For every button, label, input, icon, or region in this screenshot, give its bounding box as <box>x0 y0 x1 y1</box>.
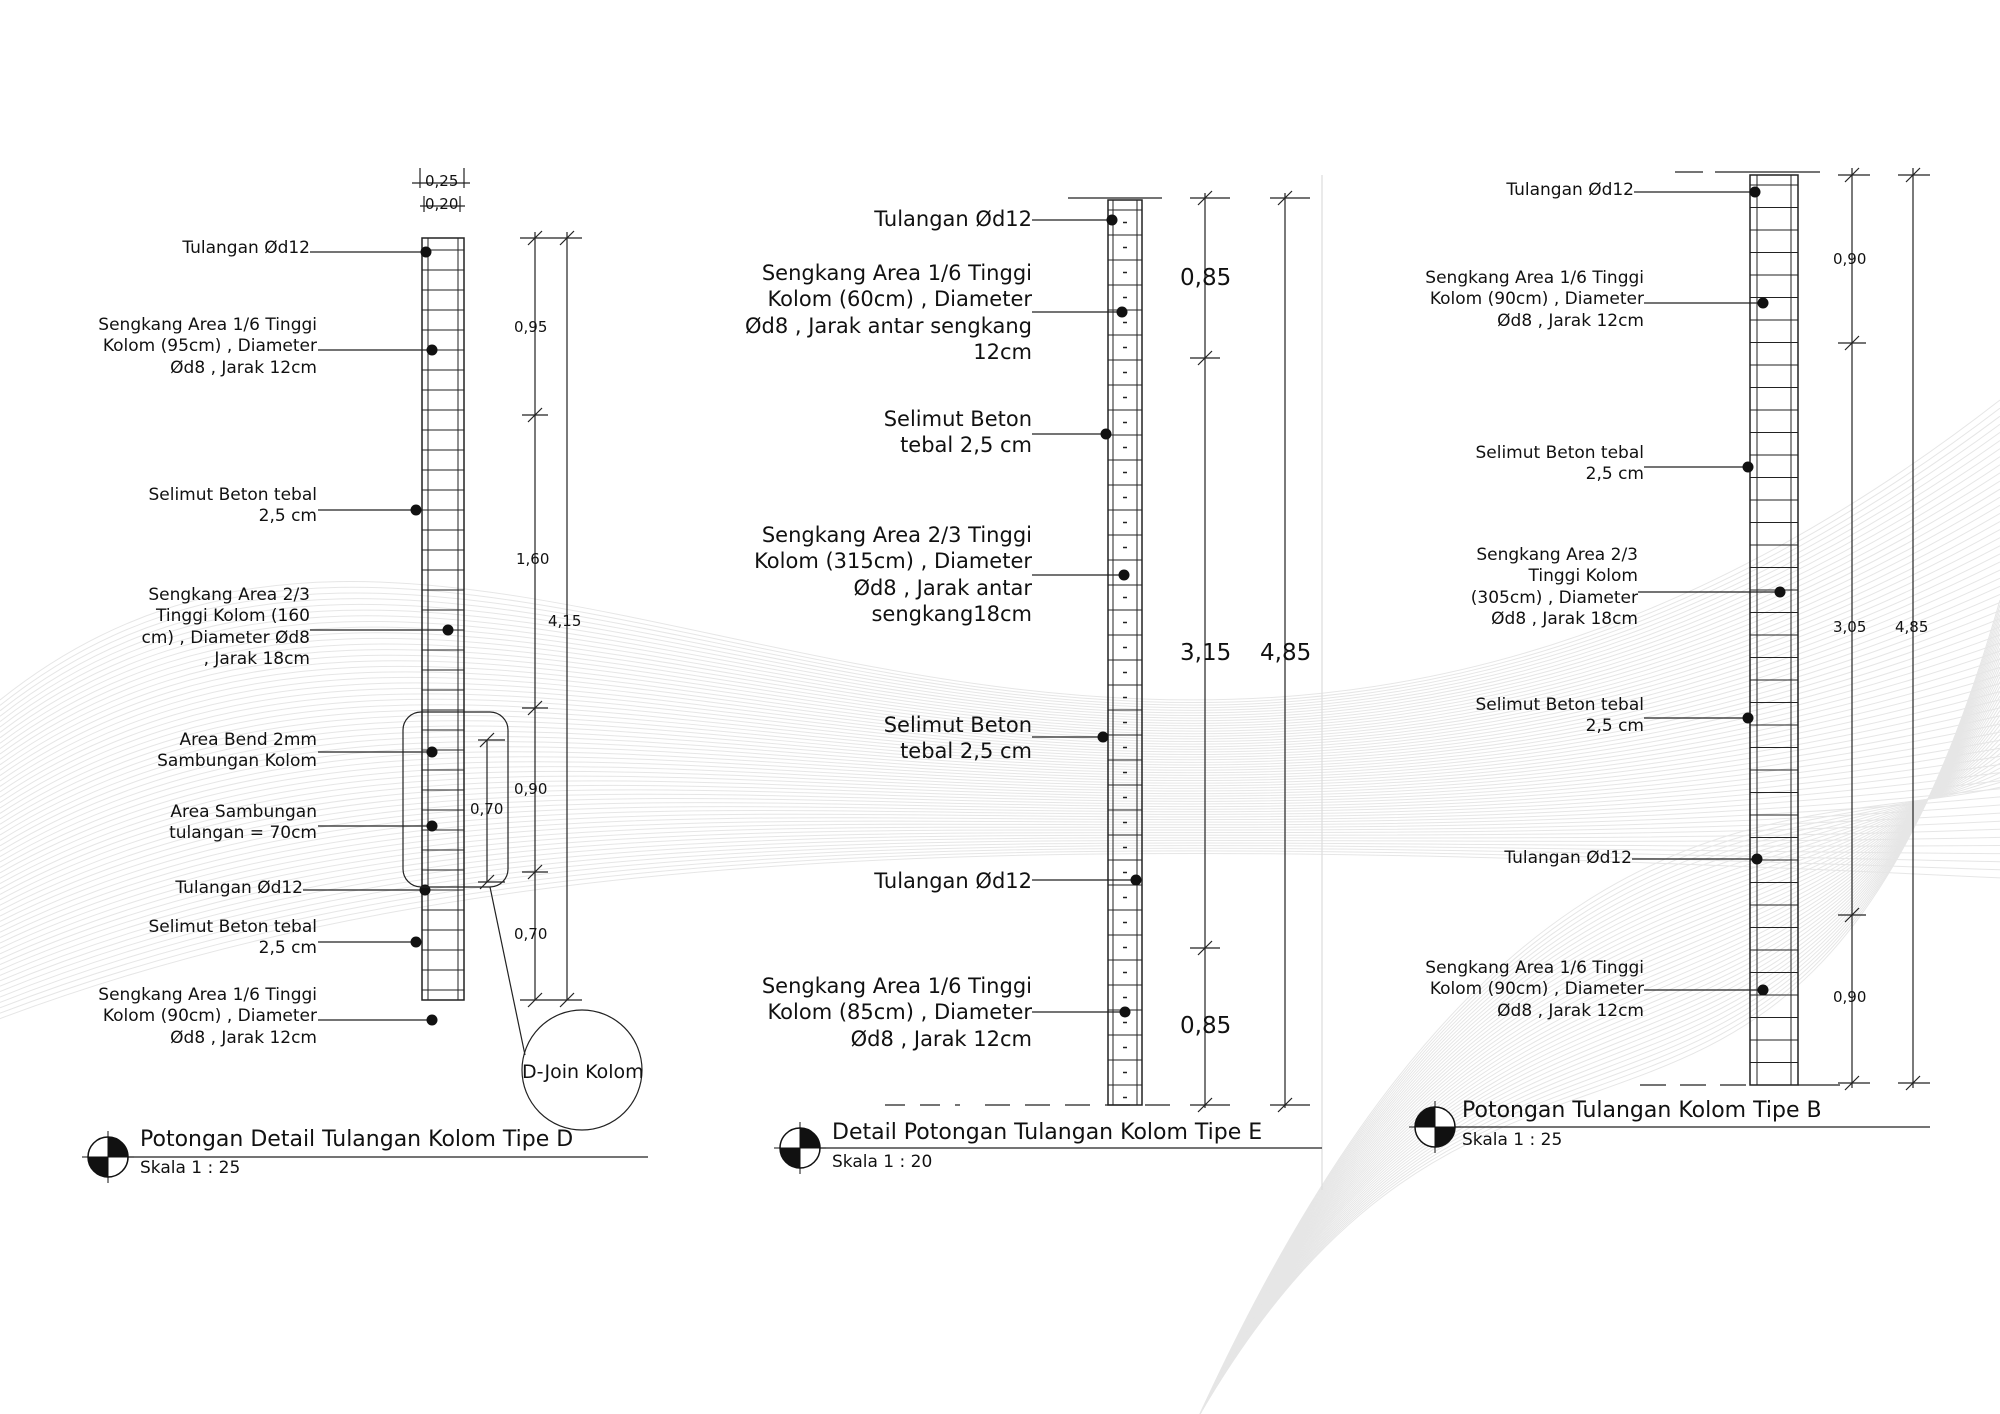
leader-dot <box>1119 570 1130 581</box>
leader-dot <box>1101 429 1112 440</box>
b-scale: Skala 1 : 25 <box>1462 1130 1563 1150</box>
b-label-tulangan-bottom: Tulangan Ød12 <box>1504 848 1632 868</box>
e-dim-315: 3,15 <box>1180 640 1232 666</box>
wave-line <box>1200 667 2000 1414</box>
d-label-selimut-1: Selimut Beton tebal 2,5 cm <box>148 485 317 527</box>
d-label-area-sambungan: Area Sambungan tulangan = 70cm <box>169 802 317 844</box>
e-dim-085-bottom: 0,85 <box>1180 1013 1232 1039</box>
b-label-tulangan-top: Tulangan Ød12 <box>1506 180 1634 200</box>
d-label-sengkang-top: Sengkang Area 1/6 Tinggi Kolom (95cm) , Diameter Ød8 , Jarak 12cm <box>98 315 317 378</box>
d-label-sengkang-bottom: Sengkang Area 1/6 Tinggi Kolom (90cm) , Diameter Ød8 , Jarak 12cm <box>98 985 317 1048</box>
leader-dot <box>1758 298 1769 309</box>
wave-line <box>1200 648 2000 1414</box>
b-dim-090-bottom: 0,90 <box>1833 988 1867 1006</box>
e-label-sengkang-top: Sengkang Area 1/6 Tinggi Kolom (60cm) , Diameter Ød8 , Jarak antar sengkang 12cm <box>744 261 1032 364</box>
d-dim-160: 1,60 <box>516 550 550 568</box>
d-label-tulangan-top: Tulangan Ød12 <box>182 238 310 258</box>
b-label-selimut-1: Selimut Beton tebal 2,5 cm <box>1475 443 1644 485</box>
leader-dot <box>427 747 438 758</box>
e-label-tulangan-bottom: Tulangan Ød12 <box>874 869 1032 893</box>
section-marker-d <box>82 1131 134 1183</box>
e-scale: Skala 1 : 20 <box>832 1152 933 1172</box>
b-dim-total-485: 4,85 <box>1895 618 1929 636</box>
d-scale: Skala 1 : 25 <box>140 1158 241 1178</box>
b-label-selimut-2: Selimut Beton tebal 2,5 cm <box>1475 695 1644 737</box>
leader-dot <box>1131 875 1142 886</box>
b-dim-305: 3,05 <box>1833 618 1867 636</box>
section-marker-e <box>774 1122 826 1174</box>
leader-dot <box>443 625 454 636</box>
d-label-area-bend: Area Bend 2mm Sambungan Kolom <box>157 730 317 772</box>
b-dim-090-top: 0,90 <box>1833 250 1867 268</box>
d-dim-total-415: 4,15 <box>548 612 582 630</box>
leader-dot <box>1120 1007 1131 1018</box>
leader-dot <box>427 345 438 356</box>
d-label-tulangan-bottom: Tulangan Ød12 <box>175 878 303 898</box>
b-title: Potongan Tulangan Kolom Tipe B <box>1462 1098 1822 1123</box>
leader-dot <box>1775 587 1786 598</box>
leader-dot <box>1758 985 1769 996</box>
e-dim-085-top: 0,85 <box>1180 265 1232 291</box>
e-label-selimut-1: Selimut Beton tebal 2,5 cm <box>883 407 1032 458</box>
e-dim-total-485: 4,85 <box>1260 640 1312 666</box>
wave-line <box>1200 744 2000 1414</box>
d-join-callout: D-Join Kolom <box>522 1061 644 1083</box>
e-label-selimut-2: Selimut Beton tebal 2,5 cm <box>883 713 1032 764</box>
b-label-sengkang-top: Sengkang Area 1/6 Tinggi Kolom (90cm) , Diameter Ød8 , Jarak 12cm <box>1425 268 1644 331</box>
leader-dot <box>421 247 432 258</box>
leader-dot <box>1107 215 1118 226</box>
d-dim-070-splice: 0,70 <box>470 800 504 818</box>
leader-dot <box>1743 713 1754 724</box>
e-label-sengkang-mid: Sengkang Area 2/3 Tinggi Kolom (315cm) , Diameter Ød8 , Jarak antar sengkang18cm <box>754 523 1032 626</box>
e-title: Detail Potongan Tulangan Kolom Tipe E <box>832 1120 1263 1145</box>
leader-dot <box>411 505 422 516</box>
leader-dot <box>1750 187 1761 198</box>
d-label-selimut-2: Selimut Beton tebal 2,5 cm <box>148 917 317 959</box>
leader-dot <box>1117 307 1128 318</box>
d-dim-090: 0,90 <box>514 780 548 798</box>
leader-dot <box>427 1015 438 1026</box>
d-dim-070-lower: 0,70 <box>514 925 548 943</box>
b-label-sengkang-mid: Sengkang Area 2/3 Tinggi Kolom (305cm) , Diameter Ød8 , Jarak 18cm <box>1470 545 1638 629</box>
leader-dot <box>427 821 438 832</box>
leader-dot <box>411 937 422 948</box>
e-label-sengkang-bottom: Sengkang Area 1/6 Tinggi Kolom (85cm) , Diameter Ød8 , Jarak 12cm <box>761 974 1032 1051</box>
d-width-outer: 0,25 <box>425 172 459 190</box>
leader-dot <box>1752 854 1763 865</box>
leader-dot <box>420 885 431 896</box>
d-title: Potongan Detail Tulangan Kolom Tipe D <box>140 1127 574 1152</box>
d-label-sengkang-mid: Sengkang Area 2/3 Tinggi Kolom (160 cm) , Diameter Ød8 , Jarak 18cm <box>141 585 310 669</box>
leader-dot <box>1098 732 1109 743</box>
wave-line <box>1200 658 2000 1414</box>
leader-dot <box>1743 462 1754 473</box>
d-dim-095: 0,95 <box>514 318 548 336</box>
b-label-sengkang-bottom: Sengkang Area 1/6 Tinggi Kolom (90cm) , Diameter Ød8 , Jarak 12cm <box>1425 958 1644 1021</box>
e-label-tulangan-top: Tulangan Ød12 <box>874 207 1032 231</box>
d-width-inner: 0,20 <box>425 195 459 213</box>
column-e <box>1108 200 1142 1105</box>
